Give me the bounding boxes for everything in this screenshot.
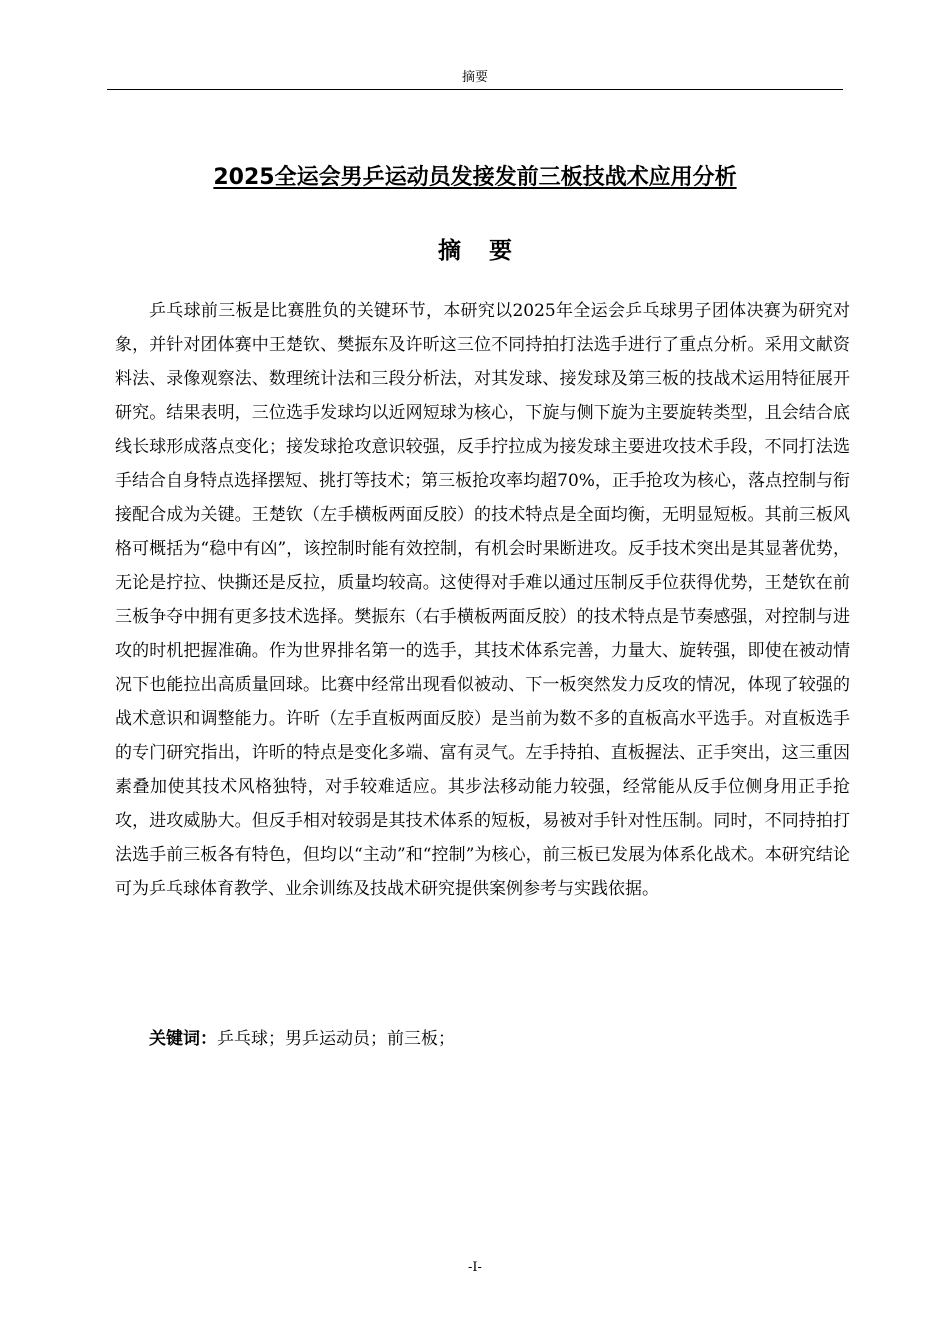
keywords-text: 乒乓球；男乒运动员；前三板； xyxy=(217,1029,455,1049)
keywords-label: 关键词： xyxy=(149,1029,217,1049)
document-title: 2025全运会男乒运动员发接发前三板技战术应用分析 xyxy=(213,165,737,190)
keywords-line xyxy=(115,1022,850,1056)
page-number: -I- xyxy=(468,1260,482,1275)
abstract-paragraph: 乒乓球前三板是比赛胜负的关键环节，本研究以2025年全运会乒乓球男子团体决赛为研究对象，并针对团体赛中王楚钦、樊振东及许昕这三位不同持拍打法选手进行了重点分析。采用文献资料法、录像观察法、数理统计法和三段分析法，对其发球、接发球及第三板的技战术运用特征展开研究。结果表明，三位选手发球均以近网短球为核心，下旋与侧下旋为主要旋转类型，且会结合底线长球形成落点变化；接发球抢攻意识较强，反手拧拉成为接发球主要进攻技术手段，不同打法选手结合自身特点选择摆短、挑打等技术；第三板抢攻率均超70%，正手抢攻为核心，落点控制与衔接配合成为关键。王楚钦（左手横板两面反胶）的技术特点是全面均衡，无明显短板。其前三板风格可概括为“稳中有凶”，该控制时能有效控制，有机会时果断进攻。反手技术突出是其显著优势，无论是拧拉、快撕还是反拉，质量均较高。这使得对手难以通过压制反手位获得优势，王楚钦在前三板争夺中拥有更多技术选择。樊振东（右手横板两面反胶）的技术特点是节奏感强，对控制与进攻的时机把握准确。作为世界排名第一的选手，其技术体系完善，力量大、旋转强，即使在被动情况下也能拉出高质量回球。比赛中经常出现看似被动、下一板突然发力反攻的情况，体现了较强的战术意识和调整能力。许昕（左手直板两面反胶）是当前为数不多的直板高水平选手。对直板选手的专门研究指出，许昕的特点是变化多端、富有灵气。左手持拍、直板握法、正手突出，这三重因素叠加使其技术风格独特，对手较难适应。其步法移动能力较强，经常能从反手位侧身用正手抢攻，进攻威胁大。但反手相对较弱是其技术体系的短板，易被对手针对性压制。同时，不同持拍打法选手前三板各有特色，但均以“主动”和“控制”为核心，前三板已发展为体系化战术。本研究结论可为乒乓球体育教学、业余训练及技战术研究提供案例参考与实践依据。 xyxy=(115,301,850,899)
running-header: 摘要 xyxy=(461,70,488,85)
abstract-heading: 摘要 xyxy=(438,238,540,264)
header-divider xyxy=(107,89,843,90)
